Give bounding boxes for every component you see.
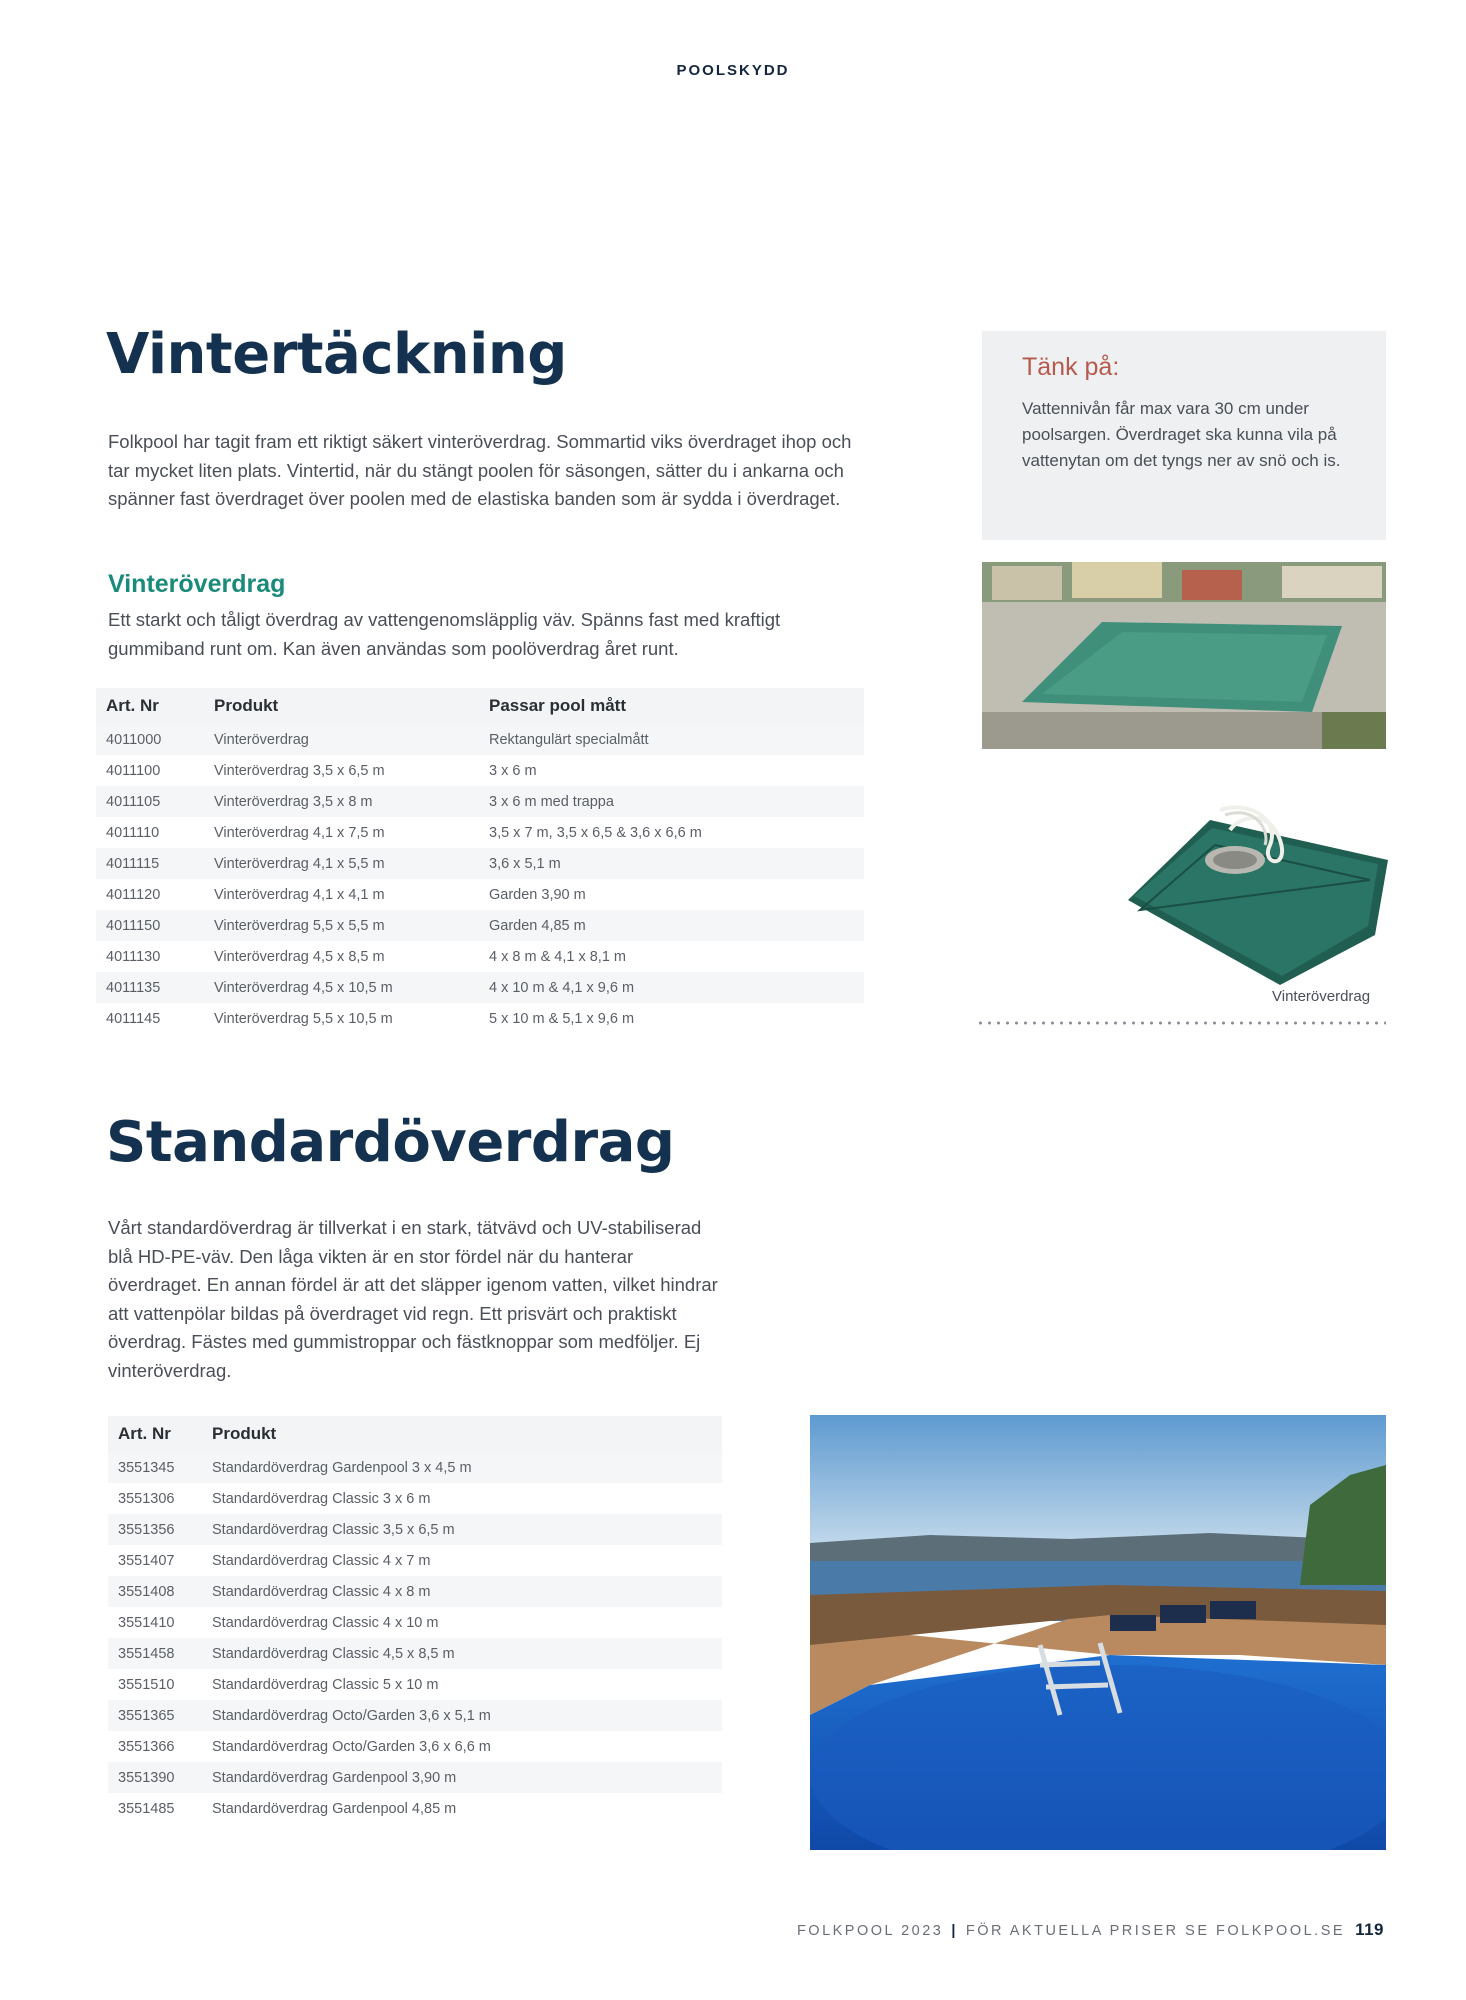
- pool-size-cell: 3 x 6 m med trappa: [479, 786, 864, 817]
- pool-size-cell: Garden 3,90 m: [479, 879, 864, 910]
- col-header-pool-size: Passar pool mått: [479, 688, 864, 724]
- pool-size-cell: Garden 4,85 m: [479, 910, 864, 941]
- art-nr-cell: 3551410: [108, 1607, 202, 1638]
- col-header-product: Produkt: [202, 1416, 722, 1452]
- table-row: [96, 755, 864, 786]
- art-nr-cell: 3551510: [108, 1669, 202, 1700]
- table-row: [96, 848, 864, 879]
- art-nr-cell: 4011135: [96, 972, 204, 1003]
- product-cell: Standardöverdrag Classic 4 x 10 m: [202, 1607, 722, 1638]
- col-header-product: Produkt: [204, 688, 479, 724]
- product-cell: Vinteröverdrag 4,1 x 4,1 m: [204, 879, 479, 910]
- product-cell: Vinteröverdrag 4,1 x 5,5 m: [204, 848, 479, 879]
- art-nr-cell: 4011150: [96, 910, 204, 941]
- standard-intro: Vårt standardöverdrag är tillverkat i en stark, tätvävd och UV-stabiliserad blå HD-PE-väv. Den låga vikten är en stor fördel när du hanterar överdraget. En annan fördel är att det släpper igenom vatten, vilket hindrar att vattenpölar bildas på överdraget vid regn. Ett prisvärt och praktiskt överdrag. Fästes med gummistroppar och fästknoppar som medföljer. Ej vinteröverdrag.: [108, 1217, 718, 1381]
- product-cell: Standardöverdrag Classic 4 x 7 m: [202, 1545, 722, 1576]
- standard-product-table: [108, 1416, 722, 1824]
- table-row: [96, 941, 864, 972]
- product-cell: Standardöverdrag Classic 5 x 10 m: [202, 1669, 722, 1700]
- art-nr-cell: 3551390: [108, 1762, 202, 1793]
- table-row: [108, 1483, 722, 1514]
- pool-size-cell: 3,5 x 7 m, 3,5 x 6,5 & 3,6 x 6,6 m: [479, 817, 864, 848]
- standard-cover-pool-photo: [810, 1415, 1386, 1850]
- product-cell: Vinteröverdrag 3,5 x 8 m: [204, 786, 479, 817]
- product-cell: Standardöverdrag Gardenpool 3,90 m: [202, 1762, 722, 1793]
- pool-size-cell: 4 x 8 m & 4,1 x 8,1 m: [479, 941, 864, 972]
- product-cell: Vinteröverdrag 4,5 x 10,5 m: [204, 972, 479, 1003]
- dotted-divider: [976, 1020, 1386, 1026]
- product-cell: Standardöverdrag Classic 3,5 x 6,5 m: [202, 1514, 722, 1545]
- table-row: [96, 724, 864, 755]
- table-row: [108, 1514, 722, 1545]
- art-nr-cell: 4011120: [96, 879, 204, 910]
- art-nr-cell: 3551408: [108, 1576, 202, 1607]
- art-nr-cell: 4011130: [96, 941, 204, 972]
- product-cell: Standardöverdrag Gardenpool 4,85 m: [202, 1793, 722, 1824]
- table-row: [108, 1452, 722, 1483]
- product-cell: Vinteröverdrag 5,5 x 5,5 m: [204, 910, 479, 941]
- art-nr-cell: 3551485: [108, 1793, 202, 1824]
- art-nr-cell: 4011110: [96, 817, 204, 848]
- col-header-art-nr: Art. Nr: [108, 1416, 202, 1452]
- winter-intro: Folkpool har tagit fram ett riktigt säkert vinteröverdrag. Sommartid viks överdraget ihop och tar mycket liten plats. Vintertid, när du stängt poolen för säsongen, sätter du i ankarna och spänner fast överdraget över poolen med de elastiska banden som är sydda i överdraget.: [108, 431, 852, 509]
- product-cell: Vinteröverdrag: [204, 724, 479, 755]
- section-label: POOLSKYDD: [676, 62, 790, 79]
- pool-size-cell: 3,6 x 5,1 m: [479, 848, 864, 879]
- footer: [797, 1920, 1384, 1940]
- product-cell: Vinteröverdrag 5,5 x 10,5 m: [204, 1003, 479, 1034]
- product-cell: Vinteröverdrag 3,5 x 6,5 m: [204, 755, 479, 786]
- art-nr-cell: 3551407: [108, 1545, 202, 1576]
- footer-separator: |: [951, 1923, 958, 1939]
- art-nr-cell: 3551458: [108, 1638, 202, 1669]
- art-nr-cell: 4011100: [96, 755, 204, 786]
- product-cell: Standardöverdrag Classic 4 x 8 m: [202, 1576, 722, 1607]
- table-row: [108, 1793, 722, 1824]
- footer-price-note: FÖR AKTUELLA PRISER SE FOLKPOOL.SE: [965, 1923, 1346, 1939]
- art-nr-cell: 4011115: [96, 848, 204, 879]
- art-nr-cell: 4011000: [96, 724, 204, 755]
- art-nr-cell: 3551306: [108, 1483, 202, 1514]
- product-cell: Standardöverdrag Octo/Garden 3,6 x 5,1 m: [202, 1700, 722, 1731]
- pool-size-cell: Rektangulärt specialmått: [479, 724, 864, 755]
- table-row: [96, 1003, 864, 1034]
- winter-title: Vintertäckning: [106, 322, 567, 387]
- pool-size-cell: 5 x 10 m & 5,1 x 9,6 m: [479, 1003, 864, 1034]
- art-nr-cell: 3551345: [108, 1452, 202, 1483]
- table-row: [108, 1638, 722, 1669]
- table-row: [96, 972, 864, 1003]
- footer-brand: FOLKPOOL 2023: [796, 1923, 944, 1939]
- pool-size-cell: 4 x 10 m & 4,1 x 9,6 m: [479, 972, 864, 1003]
- tip-text: Vattennivån får max vara 30 cm under poolsargen. Överdraget ska kunna vila på vattenytan om det tyngs ner av snö och is.: [1022, 399, 1341, 470]
- product-caption: Vinteröverdrag: [1272, 988, 1371, 1005]
- art-nr-cell: 3551356: [108, 1514, 202, 1545]
- table-row: [108, 1731, 722, 1762]
- table-row: [108, 1607, 722, 1638]
- product-cell: Vinteröverdrag 4,1 x 7,5 m: [204, 817, 479, 848]
- table-row: [96, 817, 864, 848]
- art-nr-cell: 3551366: [108, 1731, 202, 1762]
- pool-size-cell: 3 x 6 m: [479, 755, 864, 786]
- product-cell: Standardöverdrag Classic 3 x 6 m: [202, 1483, 722, 1514]
- table-row: [96, 910, 864, 941]
- table-row: [108, 1762, 722, 1793]
- product-cell: Vinteröverdrag 4,5 x 8,5 m: [204, 941, 479, 972]
- tip-box: [982, 331, 1386, 540]
- table-row: [108, 1545, 722, 1576]
- product-cell: Standardöverdrag Classic 4,5 x 8,5 m: [202, 1638, 722, 1669]
- winter-subtext: Ett starkt och tåligt överdrag av vattengenomsläpplig väv. Spänns fast med kraftigt gummiband runt om. Kan även användas som poolöverdrag året runt.: [108, 609, 781, 659]
- col-header-art-nr: Art. Nr: [96, 688, 204, 724]
- winter-cover-product-photo: [1120, 800, 1390, 990]
- winter-cover-pool-photo: [982, 562, 1386, 749]
- table-row: [108, 1576, 722, 1607]
- art-nr-cell: 4011105: [96, 786, 204, 817]
- table-row: [96, 879, 864, 910]
- winter-product-table: [96, 688, 864, 1034]
- table-row: [96, 786, 864, 817]
- art-nr-cell: 3551365: [108, 1700, 202, 1731]
- product-cell: Standardöverdrag Octo/Garden 3,6 x 6,6 m: [202, 1731, 722, 1762]
- art-nr-cell: 4011145: [96, 1003, 204, 1034]
- table-row: [108, 1700, 722, 1731]
- standard-title: Standardöverdrag: [106, 1110, 675, 1175]
- tip-title: Tänk på:: [1022, 353, 1120, 381]
- winter-subtitle: Vinteröverdrag: [108, 570, 286, 598]
- product-cell: Standardöverdrag Gardenpool 3 x 4,5 m: [202, 1452, 722, 1483]
- page-number: 119: [1355, 1920, 1384, 1939]
- table-row: [108, 1669, 722, 1700]
